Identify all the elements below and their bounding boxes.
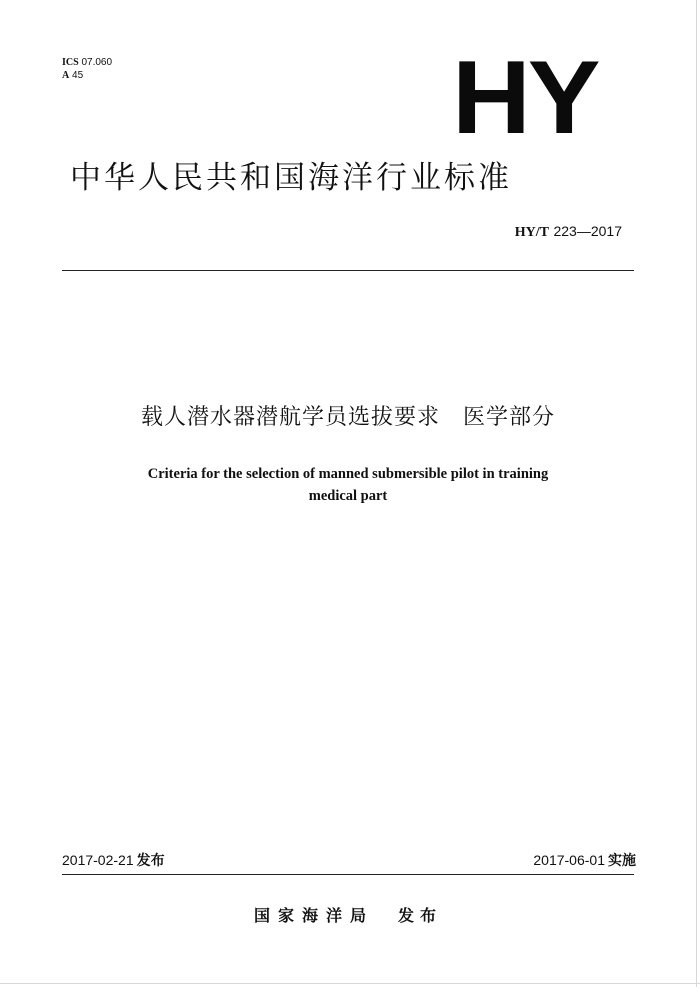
ics-value: 07.060: [81, 57, 113, 68]
classification-block: [62, 56, 112, 82]
english-title-line-1: Criteria for the selection of manned submersible pilot in training: [147, 466, 549, 482]
issue-date-value: 2017-02-21: [62, 852, 134, 868]
standard-category-title: 中华人民共和国海洋行业标准: [70, 160, 512, 196]
ccs-value: 45: [72, 70, 84, 81]
ccs-line: [62, 69, 112, 82]
implement-date-value: 2017-06-01: [533, 852, 605, 868]
publisher-action: 发布: [398, 906, 443, 925]
ics-label: ICS: [62, 57, 79, 68]
page-edge-bottom: [0, 983, 700, 984]
publisher-organization: 国家海洋局: [253, 906, 374, 925]
issue-date-word: 发布: [136, 853, 165, 869]
implement-date: [533, 850, 636, 871]
implement-date-word: 实施: [608, 853, 636, 869]
standard-code-number: 223—2017: [553, 223, 622, 239]
standard-code: [515, 222, 622, 242]
ccs-label: A: [62, 70, 70, 81]
standard-code-prefix: HY/T: [514, 225, 550, 240]
issue-date: [62, 850, 165, 871]
hy-logo: HY: [452, 40, 598, 156]
chinese-title: 载人潜水器潜航学员选拔要求 医学部分: [140, 405, 555, 430]
ics-line: [62, 56, 112, 69]
english-title-line-2: medical part: [308, 488, 388, 504]
bottom-divider: [62, 874, 634, 875]
english-title: [0, 463, 696, 507]
publisher: [0, 904, 696, 928]
page-edge-right: [696, 0, 697, 987]
top-divider: [62, 270, 634, 271]
